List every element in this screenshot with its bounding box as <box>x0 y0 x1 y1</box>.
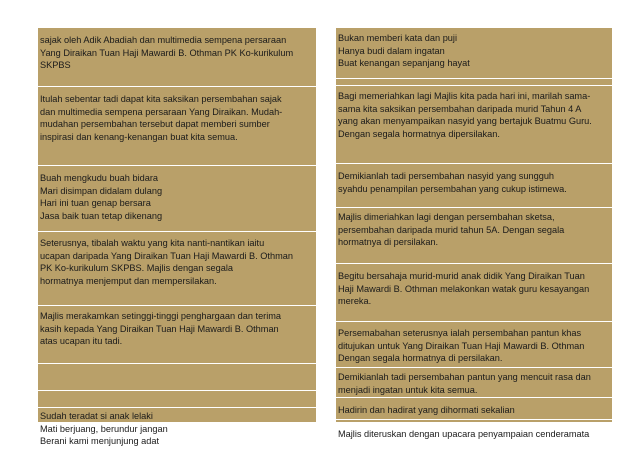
text-line: Demikianlah tadi persembahan pantun yang mencuit rasa dan <box>338 372 591 382</box>
left-block-3 <box>38 165 316 231</box>
text-line: SKPBS <box>40 60 71 71</box>
left-block-2 <box>38 86 316 165</box>
text-line: Mati berjuang, berundur jangan <box>40 423 168 434</box>
text-line: Dengan segala hormatnya di persilakan. <box>338 353 503 364</box>
text-line: Sudah teradat si anak lelaki <box>40 411 153 421</box>
right-block-5 <box>336 207 612 263</box>
text-line: mereka. <box>338 296 372 307</box>
left-block-8 <box>38 407 316 456</box>
right-block-8 <box>336 367 612 397</box>
text-line: Bagi memeriahkan lagi Majlis kita pada hari ini, marilah sama- <box>338 91 591 101</box>
text-line: Majlis merakamkan setinggi-tinggi penghargaan dan terima <box>40 311 282 321</box>
text-line: Hari ini tuan genap bersara <box>40 198 151 209</box>
text-line: ucapan daripada Yang Diraikan Tuan Haji Mawardi B. Othman <box>40 250 293 261</box>
text-line: Seterusnya, tibalah waktu yang kita nanti-nantikan iaitu <box>40 238 265 248</box>
text-line: Buah mengkudu buah bidara <box>40 173 158 183</box>
right-block-7 <box>336 321 612 367</box>
left-block-7 <box>38 390 316 407</box>
text-line: ditujukan untuk Yang Diraikan Tuan Haji Mawardi B. Othman <box>338 340 585 351</box>
text-line: atas ucapan itu tadi. <box>40 336 123 347</box>
right-block-10 <box>336 419 612 443</box>
right-block-4 <box>336 163 612 207</box>
right-block-1 <box>336 28 612 78</box>
text-line: PK Ko-kurikulum SKPBS. Majlis dengan segala <box>40 263 234 274</box>
text-line: Demikianlah tadi persembahan nasyid yang sungguh <box>338 171 555 181</box>
text-line: syahdu penampilan persembahan yang cukup istimewa. <box>338 183 567 194</box>
right-block-3 <box>336 85 612 163</box>
text-line: persembahan daripada murid tahun 5A. Dengan segala <box>338 224 565 235</box>
text-line: sama kita saksikan persembahan daripada murid Tahun 4 A <box>338 103 582 114</box>
left-block-6 <box>38 363 316 390</box>
text-line: Itulah sebentar tadi dapat kita saksikan persembahan sajak <box>40 94 282 104</box>
right-block-6 <box>336 263 612 321</box>
text-line: sajak oleh Adik Abadiah dan multimedia sempena persaraan <box>40 35 287 45</box>
text-line: Berani kami menjunjung adat <box>40 436 159 447</box>
text-line: Majlis diteruskan dengan upacara penyampaian cenderamata <box>338 429 590 439</box>
text-line: Persemabahan seterusnya ialah persembahan pantun khas <box>338 328 582 338</box>
text-line: menjadi ingatan untuk kita semua. <box>338 384 478 395</box>
text-line: kasih kepada Yang Diraikan Tuan Haji Mawardi B. Othman <box>40 323 279 334</box>
left-block-5 <box>38 305 316 363</box>
right-column <box>336 28 612 439</box>
text-line: hormatnya menjemput dan mempersilakan. <box>40 275 217 286</box>
text-line: mudahan persembahan tersebut dapat memberi sumber <box>40 119 270 130</box>
text-line: Jasa baik tuan tetap dikenang <box>40 210 163 221</box>
left-column <box>38 28 316 447</box>
text-line: yang akan menyampaikan nasyid yang bertajuk Buatmu Guru. <box>338 116 592 127</box>
text-line: Buat kenangan sepanjang hayat <box>338 58 470 69</box>
text-line: Hanya budi dalam ingatan <box>338 45 445 56</box>
right-block-2 <box>336 78 612 85</box>
text-line: inspirasi dan kenang-kenangan buat kita semua. <box>40 131 238 142</box>
text-line: hormatnya di persilakan. <box>338 237 439 248</box>
text-line: Majlis dimeriahkan lagi dengan persembahan sketsa, <box>338 212 555 222</box>
text-line: Yang Diraikan Tuan Haji Mawardi B. Othman PK Ko-kurikulum <box>40 47 294 58</box>
text-line: Bukan memberi kata dan puji <box>338 33 457 43</box>
text-line: Haji Mawardi B. Othman melakonkan watak guru kesayangan <box>338 283 590 294</box>
text-line: Mari disimpan didalam dulang <box>40 185 163 196</box>
left-block-4 <box>38 231 316 305</box>
left-block-1 <box>38 28 316 86</box>
text-line: dan multimedia sempena persaraan Yang Diraikan. Mudah- <box>40 106 283 117</box>
right-block-9 <box>336 397 612 419</box>
text-line: Dengan segala hormatnya dipersilakan. <box>338 128 500 139</box>
text-line: Hadirin dan hadirat yang dihormati sekalian <box>338 405 515 415</box>
text-line: Begitu bersahaja murid-murid anak didik Yang Diraikan Tuan <box>338 271 585 281</box>
